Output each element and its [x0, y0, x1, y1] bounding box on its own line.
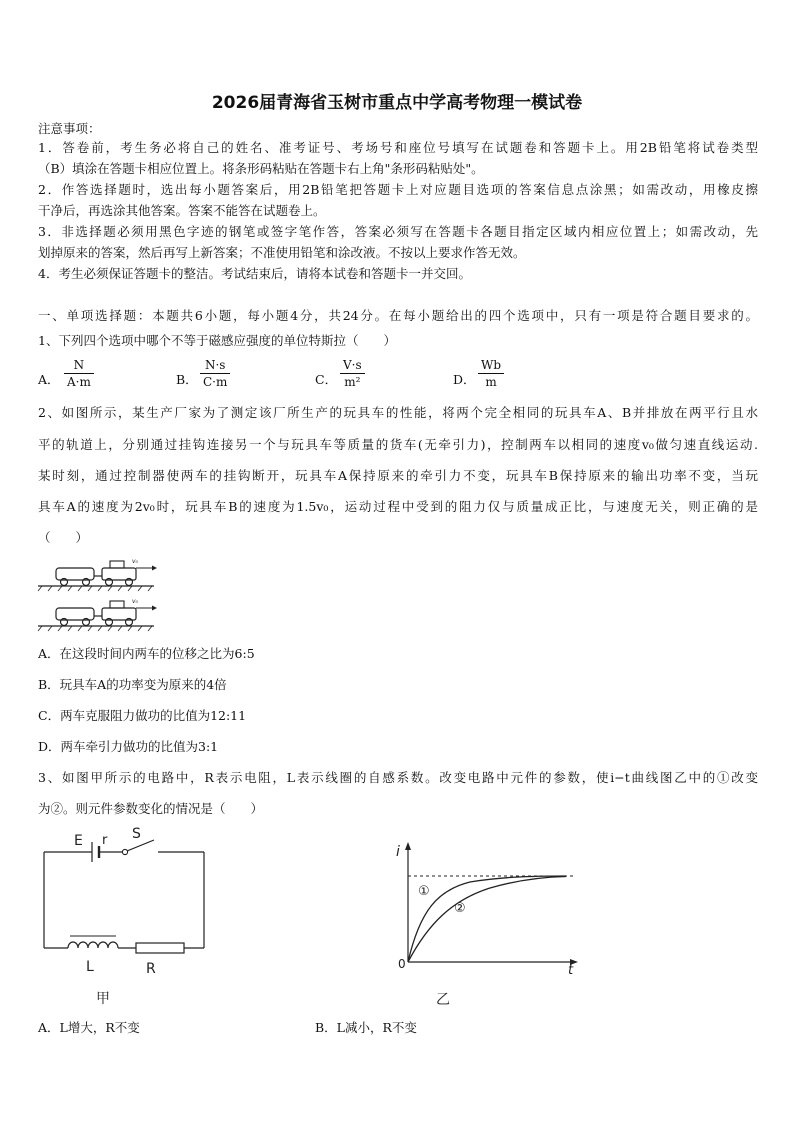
top-track-group: [38, 558, 157, 591]
notice-line: 1．答卷前，考生务必将自己的姓名、准考证号、考场号和座位号填写在试题卷和答题卡上。用2B铅笔将试卷类型: [38, 140, 758, 155]
notice-line: （B）填涂在答题卡相应位置上。将条形码粘贴在答题卡右上角"条形码粘贴处"。: [38, 161, 484, 176]
q3-circuit-diagram: [36, 826, 216, 1008]
graph-caption: 乙: [436, 992, 450, 1008]
q2-stem-line: 某时刻，通过控制器使两车的挂钩断开，玩具车A保持原来的牵引力不变，玩具车B保持原来的输出功率不变，当玩: [38, 468, 758, 483]
q1-option-c-fraction: [340, 358, 365, 389]
q2-option-d: D．两车牵引力做功的比值为3:1: [38, 739, 219, 754]
curve-2-label: ②: [454, 901, 466, 916]
q2-option-a: A．在这段时间内两车的位移之比为6:5: [38, 646, 255, 661]
resistor-label: R: [146, 961, 156, 977]
notice-line: 划掉原来的答案，然后再写上新答案；不准使用铅笔和涂改液。不按以上要求作答无效。: [38, 245, 526, 260]
top-velocity-label: v₀: [132, 558, 138, 565]
bottom-velocity-label: v₀: [132, 598, 138, 605]
switch-contact: [122, 849, 127, 854]
curve-1-label: ①: [418, 884, 430, 899]
q3-current-time-graph: [390, 832, 590, 1008]
emf-label: E: [74, 833, 83, 849]
q2-option-c: C．两车克服阻力做功的比值为12:11: [38, 708, 247, 723]
q1-option-a-fraction: [64, 358, 94, 389]
q1-stem: 1、下列四个选项中哪个不等于磁感应强度的单位特斯拉（ ）: [38, 333, 396, 348]
q2-stem-line: 2、如图所示，某生产厂家为了测定该厂所生产的玩具车的性能，将两个完全相同的玩具车A、B并排放在两平行且水: [38, 405, 758, 420]
fraction-bar: [200, 373, 230, 374]
resistor-box: [136, 943, 184, 953]
q2-stem-line: 平的轨道上，分别通过挂钩连接另一个与玩具车等质量的货车(无牵引力)，控制两车以相同的速度v₀做匀速直线运动.: [38, 437, 758, 452]
fraction-bar: [64, 373, 94, 374]
fraction-denominator: A·m: [67, 375, 91, 389]
q3-stem-line: 3、如图甲所示的电路中，R表示电阻，L表示线圈的自感系数。改变电路中元件的参数，使i−t曲线图乙中的①改变: [38, 770, 758, 785]
q1-option-b-letter: B．: [176, 372, 198, 387]
q1-option-a-letter: A．: [38, 372, 60, 387]
origin-label: 0: [398, 957, 406, 971]
fraction-numerator: Wb: [481, 358, 502, 372]
q1-option-c-letter: C．: [315, 372, 338, 387]
page-title: 2026届青海省玉树市重点中学高考物理一模试卷: [211, 93, 583, 113]
q2-option-b: B．玩具车A的功率变为原来的4倍: [38, 677, 227, 692]
q1-option-d-letter: D．: [453, 372, 476, 387]
q2-stem-line: 具车A的速度为2v₀时，玩具车B的速度为1.5v₀，运动过程中受到的阻力仅与质量成正比，与速度无关，则正确的是: [38, 499, 758, 514]
i-axis-label: i: [396, 844, 400, 860]
inductor-coil: [68, 942, 118, 948]
fraction-denominator: C·m: [203, 375, 228, 389]
notice-line: 干净后，再选涂其他答案。答案不能答在试题卷上。: [38, 203, 326, 218]
fraction-bar: [340, 373, 365, 374]
notice-line: 4．考生必须保证答题卡的整洁。考试结束后，请将本试卷和答题卡一并交回。: [38, 266, 471, 281]
curve-2: [408, 877, 566, 963]
t-axis-label: t: [568, 963, 574, 978]
circuit-caption: 甲: [96, 991, 110, 1007]
fraction-numerator: N: [73, 358, 85, 372]
switch-label: S: [132, 826, 141, 842]
q1-option-d-fraction: [478, 358, 504, 389]
fraction-denominator: m²: [344, 375, 361, 389]
notice-heading: 注意事项：: [38, 121, 101, 136]
fraction-bar: [478, 373, 504, 374]
inductor-label: L: [86, 959, 94, 975]
q3-stem-line: 为②。则元件参数变化的情况是（ ）: [38, 801, 264, 816]
fraction-numerator: N·s: [204, 358, 226, 372]
internal-resistance-label: r: [102, 833, 108, 848]
q2-stem-line: （ ）: [38, 530, 89, 545]
q3-option-b: B．L减小，R不变: [315, 1020, 417, 1035]
notice-line: 2．作答选择题时，选出每小题答案后，用2B铅笔把答题卡上对应题目选项的答案信息点涂黑；如需改动，用橡皮擦: [38, 182, 759, 197]
q1-option-b-fraction: [200, 358, 230, 389]
fraction-numerator: V·s: [343, 358, 362, 372]
section-heading: 一、单项选择题：本题共6小题，每小题4分，共24分。在每小题给出的四个选项中，只有一项是符合题目要求的。: [38, 308, 758, 323]
notice-line: 3．非选择题必须用黑色字迹的钢笔或签字笔作答，答案必须写在答题卡各题目指定区域内相应位置上；如需改动，先: [38, 224, 758, 239]
q2-toy-car-figure: [36, 554, 166, 634]
q3-option-a: A．L增大，R不变: [38, 1020, 140, 1035]
bottom-track-group: [38, 598, 157, 631]
fraction-denominator: m: [485, 375, 497, 389]
